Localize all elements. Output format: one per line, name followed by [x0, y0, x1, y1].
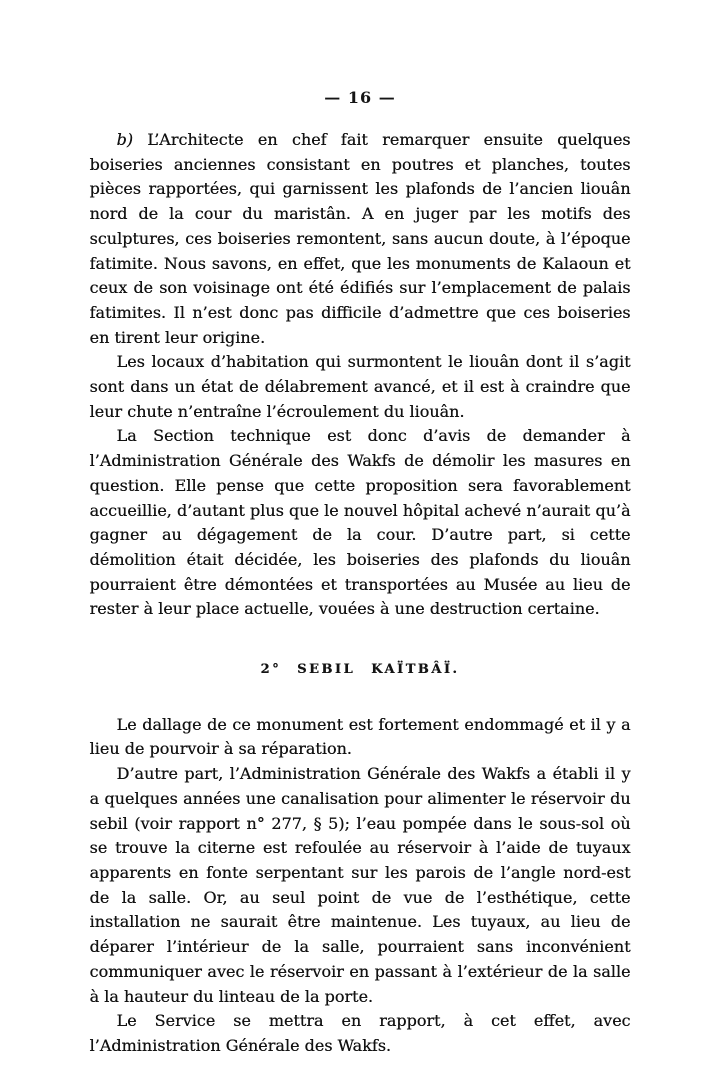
paragraph-architecte-lead-italic: b)	[116, 130, 133, 149]
page-number: — 16 —	[324, 88, 396, 107]
paragraph-dallage: Le dallage de ce monument est fortement endommagé et il y a lieu de pourvoir à sa réparation.	[89, 714, 631, 759]
section-heading-sebil-kaitbai: 2° SEBIL KAÏTBÂÏ.	[260, 662, 460, 678]
paragraph-canalisation: D’autre part, l’Administration Générale des Wakfs a établi il y a quelques années une canalisation pour alimenter le réservoir du sebil (voir rapport n° 277, § 5); l’eau pompée dans le sous-sol où se trouve la citerne est refoulée au réservoir à l’aide de tuyaux apparents en fonte serpentant sur les parois de l’angle nord-est de la salle. Or, au seul point de vue de l’esthétique, cette installation ne saurait être maintenue. Les tuyaux, au lieu de déparer l’intérieur de la salle, pourraient sans inconvénient communiquer avec le réservoir en passant à l’extérieur de la salle à la hauteur du linteau de la porte.	[89, 764, 631, 1006]
paragraph-architecte-text: L’Architecte en chef fait remarquer ensuite quelques boiseries anciennes consistant en poutres et planches, toutes pièces rapportées, qui garnissent les plafonds de l’ancien liouân nord de la cour du maristân. A en juger par les motifs des sculptures, ces boiseries remontent, sans aucun doute, à l’époque fatimite. Nous savons, en effet, que les monuments de Kalaoun et ceux de son voisinage ont été édifiés sur l’emplacement de palais fatimites. Il n’est donc pas difficile d’admettre que ces boiseries en tirent leur origine.	[89, 130, 631, 347]
paragraph-service-rapport: Le Service se mettra en rapport, à cet effet, avec l’Administration Générale des Wakfs.	[89, 1011, 631, 1055]
paragraph-architecte	[90, 128, 631, 350]
paragraph-section-technique: La Section technique est donc d’avis de demander à l’Administration Générale des Wakfs de démolir les masures en question. Elle pense que cette proposition sera favorablement accueillie, d’autant plus que le nouvel hôpital achevé n’aurait qu’à gagner au dégagement de la cour. D’autre part, si cette démolition était décidée, les boiseries des plafonds du liouân pourraient être démontées et transportées au Musée au lieu de rester à leur place actuelle, vouées à une destruction certaine.	[89, 426, 631, 619]
text-block	[90, 128, 631, 1059]
paragraph-locaux-habitation: Les locaux d’habitation qui surmontent le liouân dont il s’agit sont dans un état de délabrement avancé, et il est à craindre que leur chute n’entraîne l’écroulement du liouân.	[89, 352, 631, 421]
